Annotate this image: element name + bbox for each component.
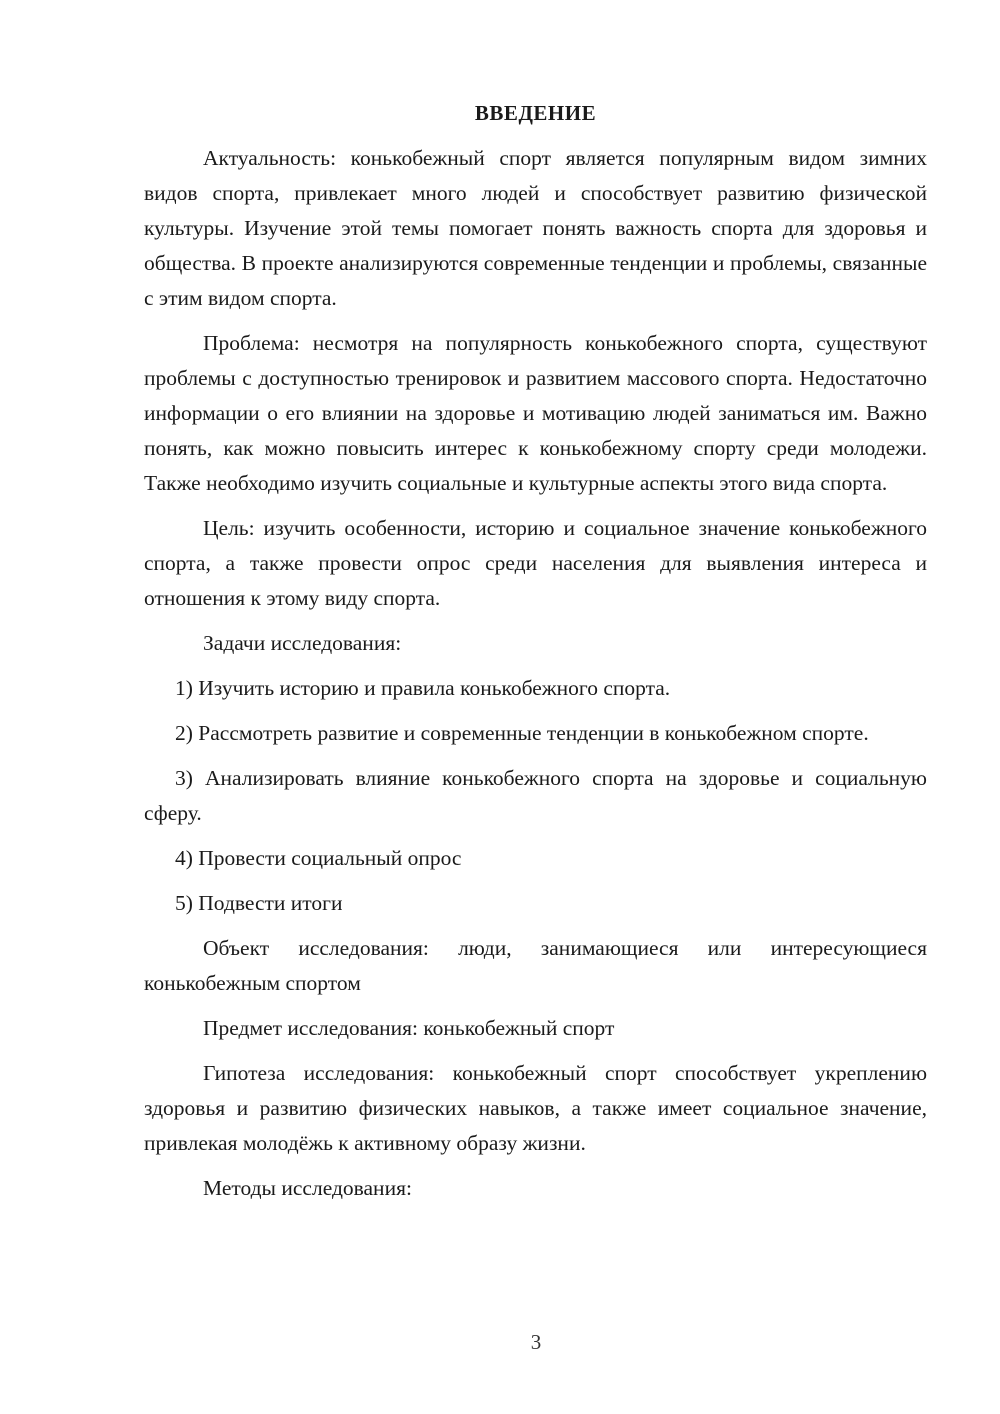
paragraph-tasks-heading: Задачи исследования: (203, 631, 402, 655)
task-item-4: 4) Провести социальный опрос (175, 846, 462, 870)
task-item-3: 3) Анализировать влияние конькобежного спорта на здоровье и социальную сферу. (144, 766, 927, 825)
paragraph-subject: Предмет исследования: конькобежный спорт (203, 1016, 615, 1040)
task-item-1: 1) Изучить историю и правила конькобежного спорта. (175, 676, 671, 700)
paragraph-goal: Цель: изучить особенности, историю и социальное значение конькобежного спорта, а также провести опрос среди населения для выявления интереса и отношения к этому виду спорта. (144, 516, 927, 610)
section-heading: ВВЕДЕНИЕ (474, 101, 597, 125)
paragraph-object: Объект исследования: люди, занимающиеся или интересующиеся конькобежным спортом (144, 936, 927, 995)
paragraph-methods: Методы исследования: (203, 1176, 412, 1200)
task-item-5: 5) Подвести итоги (175, 891, 343, 915)
paragraph-problem: Проблема: несмотря на популярность конькобежного спорта, существуют проблемы с доступностью тренировок и развитием массового спорта. Недостаточно информации о его влиянии на здоровье и мотивацию людей заниматься им. Важно понять, как можно повысить интерес к конькобежному спорту среди молодежи. Также необходимо изучить социальные и культурные аспекты этого вида спорта. (144, 331, 927, 495)
task-item-2: 2) Рассмотреть развитие и современные тенденции в конькобежном спорте. (175, 721, 869, 745)
paragraph-hypothesis: Гипотеза исследования: конькобежный спорт способствует укреплению здоровья и развитию физических навыков, а также имеет социальное значение, привлекая молодёжь к активному образу жизни. (144, 1061, 927, 1155)
page-number: 3 (530, 1330, 542, 1354)
paragraph-relevance: Актуальность: конькобежный спорт является популярным видом зимних видов спорта, привлекает много людей и способствует развитию физической культуры. Изучение этой темы помогает понять важность спорта для здоровья и общества. В проекте анализируются современные тенденции и проблемы, связанные с этим видом спорта. (144, 146, 927, 310)
document-page (144, 96, 927, 1216)
